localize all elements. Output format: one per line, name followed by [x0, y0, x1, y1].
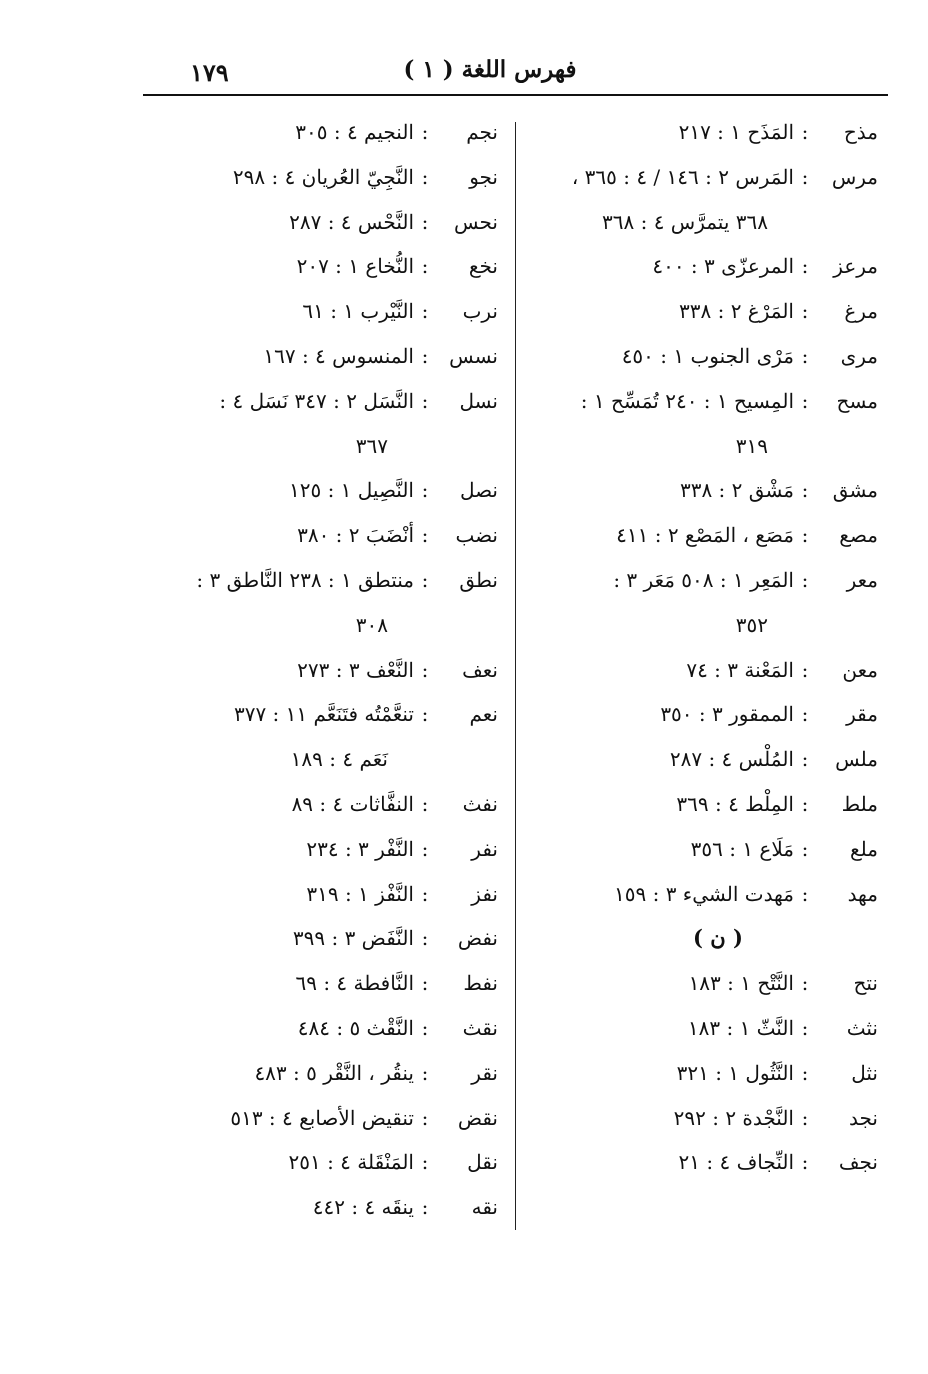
- entry-root: نخع: [468, 254, 498, 279]
- entry-text: النَّحْس ٤ : ٢٨٧: [289, 209, 414, 234]
- entry-root: نجد: [849, 1105, 878, 1130]
- entry-text: النَّفْر ٣ : ٢٣٤: [306, 836, 414, 861]
- entry-root: نصل: [459, 478, 498, 503]
- entry-root: نحس: [454, 209, 498, 234]
- entry-text: الممقور ٣ : ٣٥٠: [660, 702, 794, 727]
- index-entry: [518, 289, 878, 334]
- entry-colon: :: [801, 1015, 809, 1040]
- index-entry: [148, 244, 498, 289]
- entry-text: النُّخاع ١ : ٢٠٧: [296, 254, 414, 279]
- index-entry: [148, 827, 498, 872]
- entry-root: مرس: [831, 164, 878, 189]
- index-entry: [148, 468, 498, 513]
- entry-root: نفط: [463, 971, 498, 996]
- index-entry: [148, 961, 498, 1006]
- entry-text: المَعْنة ٣ : ٧٤: [686, 657, 794, 682]
- entry-colon: :: [801, 120, 809, 144]
- entry-text: تنقيض الأصابع ٤ : ٥١٣: [230, 1105, 414, 1130]
- entry-root: نسس: [449, 343, 498, 368]
- index-column-right: [518, 110, 878, 1185]
- index-entry: [148, 872, 498, 917]
- entry-colon: :: [801, 836, 809, 861]
- entry-colon: :: [421, 657, 429, 682]
- entry-root: نفث: [462, 791, 498, 816]
- index-entry: [148, 558, 498, 603]
- index-entry: [148, 200, 498, 245]
- entry-colon: :: [801, 881, 809, 906]
- entry-colon: :: [421, 836, 429, 861]
- entry-colon: :: [421, 1195, 429, 1220]
- entry-text: النفَّاثات ٤ : ٨٩: [291, 791, 414, 816]
- entry-root: معر: [846, 567, 878, 592]
- entry-colon: :: [801, 747, 809, 772]
- entry-text: النَّفْز ١ : ٣١٩: [306, 881, 414, 906]
- entry-root: مهد: [847, 881, 878, 906]
- entry-continuation: ٣١٩: [735, 433, 768, 458]
- entry-colon: :: [801, 523, 809, 548]
- entry-text: النَّصِيل ١ : ١٢٥: [288, 478, 414, 503]
- entry-colon: :: [801, 343, 809, 368]
- entry-colon: :: [421, 388, 429, 413]
- entry-text: النَّثّ ١ : ١٨٣: [687, 1015, 794, 1040]
- entry-text: النَّفَض ٣ : ٣٩٩: [292, 926, 414, 951]
- entry-root: ملع: [850, 836, 878, 861]
- index-entry: [148, 648, 498, 693]
- index-entry: [148, 289, 498, 334]
- header-rule: [143, 94, 888, 96]
- index-entry: [518, 1096, 878, 1141]
- entry-root: نفر: [471, 836, 498, 861]
- entry-text: النَّقْث ٥ : ٤٨٤: [297, 1015, 414, 1040]
- entry-root: نثل: [851, 1060, 878, 1085]
- entry-root: نتح: [853, 971, 878, 996]
- entry-text: ينقُر ، النَّقْر ٥ : ٤٨٣: [254, 1060, 414, 1085]
- entry-text: النَّجْدة ٢ : ٢٩٢: [673, 1105, 794, 1130]
- entry-colon: :: [801, 164, 809, 189]
- entry-colon: :: [801, 1060, 809, 1085]
- entry-root: مرغ: [844, 299, 878, 324]
- entry-colon: :: [801, 388, 809, 413]
- index-entry: [148, 782, 498, 827]
- entry-continuation: ٣٠٨: [355, 612, 388, 637]
- entry-colon: :: [421, 567, 429, 592]
- entry-colon: :: [421, 1060, 429, 1085]
- index-entry: [148, 110, 498, 155]
- index-entry: [518, 379, 878, 424]
- entry-colon: :: [421, 702, 429, 727]
- entry-text: ينقَه ٤ : ٤٤٢: [312, 1195, 414, 1220]
- entry-text: المِلْط ٤ : ٣٦٩: [676, 791, 794, 816]
- entry-continuation: ٣٥٢: [735, 612, 768, 637]
- entry-text: النَّعْف ٣ : ٢٧٣: [297, 657, 414, 682]
- entry-text: المَنْقَلة ٤ : ٢٥١: [288, 1150, 414, 1175]
- entry-root: نجو: [469, 164, 498, 189]
- entry-colon: :: [801, 791, 809, 816]
- index-entry: [148, 1185, 498, 1230]
- entry-root: نسل: [459, 388, 498, 413]
- entry-root: معن: [842, 657, 878, 682]
- entry-text: النَّجِيّ العُريان ٤ : ٢٩٨: [232, 164, 414, 189]
- index-column-left: [148, 110, 498, 1230]
- entry-text: النَّسَل ٢ : ٣٤٧ نَسَل ٤ :: [219, 388, 414, 413]
- entry-root: نفز: [471, 881, 498, 906]
- entry-text: النجيم ٤ : ٣٠٥: [295, 120, 414, 144]
- index-entry: [518, 468, 878, 513]
- entry-colon: :: [801, 971, 809, 996]
- entry-text: المَرس ٢ : ١٤٦ / ٤ : ٣٦٥ ،: [571, 164, 794, 189]
- page-title: فهرس اللغة ( ١ ): [403, 56, 577, 83]
- entry-text: مَصَع ، المَصْع ٢ : ٤١١: [616, 523, 794, 548]
- index-entry: [518, 827, 878, 872]
- index-entry: [518, 737, 878, 782]
- entry-colon: :: [421, 791, 429, 816]
- entry-root: نفض: [457, 926, 498, 951]
- entry-root: نعف: [462, 657, 498, 682]
- entry-colon: :: [801, 702, 809, 727]
- index-entry: [148, 334, 498, 379]
- index-entry: [148, 379, 498, 424]
- entry-colon: :: [421, 343, 429, 368]
- entry-continuation: ٣٦٨ يتمرَّس ٤ : ٣٦٨: [602, 209, 768, 234]
- entry-root: نضب: [455, 523, 498, 548]
- entry-text: المنسوس ٤ : ١٦٧: [263, 343, 414, 368]
- entry-colon: :: [801, 299, 809, 324]
- entry-root: نقض: [457, 1105, 498, 1130]
- index-entry: [518, 558, 878, 603]
- entry-colon: :: [421, 523, 429, 548]
- entry-continuation: ٣٦٧: [355, 433, 388, 458]
- entry-text: النَّيْرب ١ : ٦١: [302, 299, 414, 324]
- entry-colon: :: [421, 478, 429, 503]
- entry-colon: :: [421, 120, 429, 144]
- entry-root: نقه: [471, 1195, 498, 1220]
- entry-text: منتطق ١ : ٢٣٨ النَّاطق ٣ :: [196, 567, 414, 592]
- entry-root: مشق: [832, 478, 878, 503]
- entry-text: المَذَح ١ : ٢١٧: [678, 120, 794, 144]
- entry-root: ملس: [835, 747, 878, 772]
- entry-colon: :: [801, 478, 809, 503]
- entry-root: نعم: [469, 702, 498, 727]
- entry-colon: :: [421, 299, 429, 324]
- entry-root: نرب: [462, 299, 498, 324]
- entry-root: نقر: [471, 1060, 498, 1085]
- entry-colon: :: [421, 164, 429, 189]
- entry-root: مسح: [836, 388, 878, 413]
- entry-text: المِسيح ١ : ٢٤٠ تُمَسِّح ١ :: [580, 388, 794, 413]
- entry-colon: :: [801, 1105, 809, 1130]
- entry-colon: :: [421, 1105, 429, 1130]
- entry-root: مرعز: [833, 254, 878, 279]
- index-entry: [518, 513, 878, 558]
- index-entry: [518, 1051, 878, 1096]
- index-entry: [518, 961, 878, 1006]
- entry-colon: :: [421, 971, 429, 996]
- index-entry: [518, 692, 878, 737]
- entry-root: مذح: [843, 120, 878, 144]
- entry-colon: :: [801, 1150, 809, 1175]
- section-header: ( ن ): [693, 925, 743, 951]
- page-number: ١٧٩: [190, 58, 229, 87]
- entry-text: تنعَّمْتُه فتَنَعَّم ١١ : ٣٧٧: [233, 702, 414, 727]
- entry-text: مَشْق ٢ : ٣٣٨: [679, 478, 794, 503]
- index-entry: [148, 513, 498, 558]
- entry-colon: :: [421, 209, 429, 234]
- entry-text: النَّتْح ١ : ١٨٣: [688, 971, 794, 996]
- entry-text: النِّجاف ٤ : ٢١: [678, 1150, 794, 1175]
- index-entry: [148, 1140, 498, 1185]
- entry-colon: :: [801, 657, 809, 682]
- entry-colon: :: [421, 926, 429, 951]
- entry-colon: :: [801, 254, 809, 279]
- entry-root: ملط: [841, 791, 878, 816]
- index-entry: [518, 334, 878, 379]
- entry-root: مصع: [839, 523, 878, 548]
- index-entry: [518, 110, 878, 155]
- entry-colon: :: [801, 567, 809, 592]
- index-entry: [518, 872, 878, 917]
- index-entry: [518, 782, 878, 827]
- entry-text: المَعِر ١ : ٥٠٨ مَعَر ٣ :: [613, 567, 794, 592]
- entry-root: نجف: [838, 1150, 878, 1175]
- entry-root: نطق: [459, 567, 498, 592]
- index-entry: [518, 155, 878, 200]
- entry-text: المرعزّى ٣ : ٤٠٠: [652, 254, 794, 279]
- entry-text: مَلَاع ١ : ٣٥٦: [690, 836, 794, 861]
- entry-root: مرى: [840, 343, 878, 368]
- entry-root: نثث: [846, 1015, 878, 1040]
- index-entry: [148, 692, 498, 737]
- entry-colon: :: [421, 881, 429, 906]
- entry-colon: :: [421, 1015, 429, 1040]
- index-entry: [518, 1140, 878, 1185]
- entry-root: مقر: [846, 702, 878, 727]
- index-entry: [148, 1096, 498, 1141]
- entry-text: أنْضَبَ ٢ : ٣٨٠: [297, 523, 414, 548]
- entry-text: النَّثُول ١ : ٣٢١: [676, 1060, 794, 1085]
- index-entry: [518, 244, 878, 289]
- index-entry: [148, 1006, 498, 1051]
- column-divider: [515, 122, 516, 1230]
- entry-continuation: نَعَم ٤ : ١٨٩: [290, 747, 388, 772]
- entry-root: نقل: [467, 1150, 498, 1175]
- entry-text: مَرْى الجنوب ١ : ٤٥٠: [621, 343, 794, 368]
- entry-root: نقث: [462, 1015, 498, 1040]
- index-entry: [518, 1006, 878, 1051]
- entry-text: المُلْس ٤ : ٢٨٧: [669, 747, 794, 772]
- index-entry: [518, 648, 878, 693]
- index-entry: [148, 916, 498, 961]
- entry-text: المَرْغ ٢ : ٣٣٨: [679, 299, 794, 324]
- entry-root: نجم: [466, 120, 498, 144]
- index-entry: [148, 1051, 498, 1096]
- entry-text: النَّافطة ٤ : ٦٩: [295, 971, 414, 996]
- entry-colon: :: [421, 254, 429, 279]
- index-entry: [148, 155, 498, 200]
- entry-text: مَهدت الشيء ٣ : ١٥٩: [614, 881, 794, 906]
- entry-colon: :: [421, 1150, 429, 1175]
